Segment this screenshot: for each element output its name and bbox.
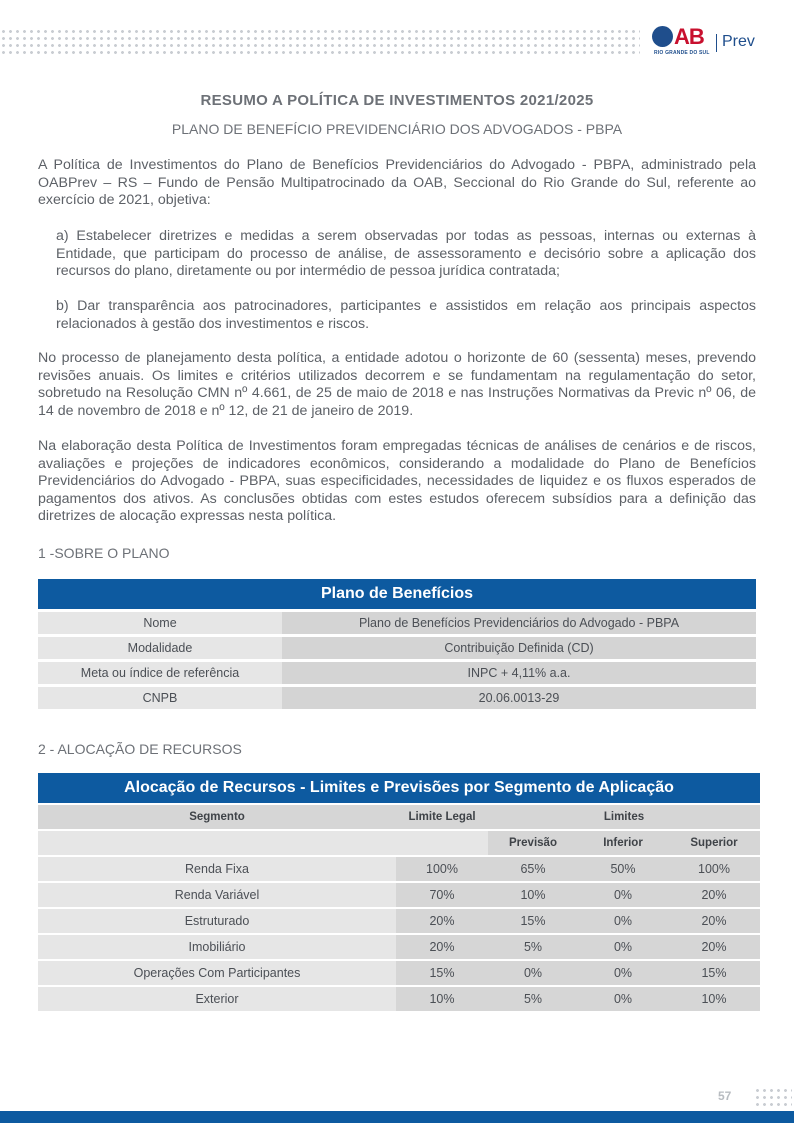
segment-name: Exterior (38, 987, 396, 1011)
logo-subtitle: RIO GRANDE DO SUL (654, 50, 710, 56)
table-row (38, 883, 760, 907)
methodology-paragraph: Na elaboração desta Política de Investimentos foram empregadas técnicas de análises de cenários e de riscos, avaliações e projeções de indicadores econômicos, considerando a modalidade do Plano de Benefícios Previdenciários do Advogado - PBPA, suas especificidades, necessidades de liquidez e os fluxos esperados de pagamentos dos ativos. As conclusões obtidas com estes estudos oferecem subsídios para a definição das diretrizes de alocação expressas nesta política. (38, 438, 756, 525)
page-title: RESUMO A POLÍTICA DE INVESTIMENTOS 2021/2025 (200, 92, 594, 109)
previsao-value: 5% (488, 935, 578, 959)
table-row (38, 662, 756, 684)
superior-value: 20% (668, 883, 760, 907)
objective-b: b) Dar transparência aos patrocinadores, participantes e assistidos em relação aos principais aspectos relacionados à gestão dos investimentos e riscos. (56, 298, 756, 332)
previsao-value: 5% (488, 987, 578, 1011)
section-heading-plan: 1 -SOBRE O PLANO (38, 545, 170, 561)
header-inferior: Inferior (578, 831, 668, 855)
table-row (38, 935, 760, 959)
previsao-value: 65% (488, 857, 578, 881)
segment-name: Operações Com Participantes (38, 961, 396, 985)
objective-a: a) Estabelecer diretrizes e medidas a serem observadas por todas as pessoas, internas ou externas à Entidade, que participam do processo de análise, de assessoramento e decisório sobre a aplicação dos recursos do plano, diretamente ou por intermédio de pessoa jurídica contratada; (56, 228, 756, 280)
superior-value: 10% (668, 987, 760, 1011)
plan-key: CNPB (38, 687, 282, 709)
plan-value: 20.06.0013-29 (282, 687, 756, 709)
oabprev-logo (652, 24, 762, 60)
segment-name: Renda Fixa (38, 857, 396, 881)
plan-value: Plano de Benefícios Previdenciários do Advogado - PBPA (282, 612, 756, 634)
plan-value: Contribuição Definida (CD) (282, 637, 756, 659)
footer-bar (0, 1111, 794, 1123)
plan-table (38, 576, 756, 712)
decorative-dots-top (0, 28, 640, 54)
segment-name: Estruturado (38, 909, 396, 933)
header-segmento: Segmento (38, 805, 396, 829)
decorative-dots-bottom (754, 1087, 792, 1107)
allocation-header-row-2 (38, 831, 760, 855)
table-row (38, 987, 760, 1011)
page-number: 57 (718, 1089, 732, 1103)
table-row (38, 961, 760, 985)
previsao-value: 10% (488, 883, 578, 907)
logo-separator (716, 34, 717, 52)
logo-suffix: Prev (722, 33, 755, 50)
plan-key: Meta ou índice de referência (38, 662, 282, 684)
plan-value: INPC + 4,11% a.a. (282, 662, 756, 684)
header-blank (396, 831, 488, 855)
limite-legal-value: 70% (396, 883, 488, 907)
intro-paragraph: A Política de Investimentos do Plano de Benefícios Previdenciários do Advogado - PBPA, administrado pela OABPrev – RS – Fundo de Pensão Multipatrocinado da OAB, Seccional do Rio Grande do Sul, referente ao exercício de 2021, objetiva: (38, 157, 756, 209)
inferior-value: 0% (578, 987, 668, 1011)
plan-table-caption: Plano de Benefícios (38, 579, 756, 609)
section-heading-allocation: 2 - ALOCAÇÃO DE RECURSOS (38, 741, 242, 757)
table-row (38, 612, 756, 634)
logo-globe-icon (652, 26, 673, 47)
inferior-value: 0% (578, 883, 668, 907)
header-superior: Superior (668, 831, 760, 855)
allocation-table (38, 771, 760, 1013)
superior-value: 20% (668, 935, 760, 959)
table-row (38, 637, 756, 659)
inferior-value: 0% (578, 961, 668, 985)
allocation-header-row-1 (38, 805, 760, 829)
limite-legal-value: 15% (396, 961, 488, 985)
table-row (38, 909, 760, 933)
plan-key: Modalidade (38, 637, 282, 659)
header-blank (38, 831, 396, 855)
limite-legal-value: 100% (396, 857, 488, 881)
header-limite-legal: Limite Legal (396, 805, 488, 829)
limite-legal-value: 20% (396, 909, 488, 933)
table-row (38, 687, 756, 709)
allocation-table-caption: Alocação de Recursos - Limites e Previsões por Segmento de Aplicação (38, 773, 760, 803)
segment-name: Imobiliário (38, 935, 396, 959)
previsao-value: 15% (488, 909, 578, 933)
plan-key: Nome (38, 612, 282, 634)
inferior-value: 0% (578, 935, 668, 959)
inferior-value: 0% (578, 909, 668, 933)
limite-legal-value: 10% (396, 987, 488, 1011)
segment-name: Renda Variável (38, 883, 396, 907)
table-row (38, 857, 760, 881)
header-limites: Limites (488, 805, 760, 829)
limite-legal-value: 20% (396, 935, 488, 959)
planning-paragraph: No processo de planejamento desta política, a entidade adotou o horizonte de 60 (sessenta) meses, prevendo revisões anuais. Os limites e critérios utilizados decorrem e se fundamentam na regulamentação do setor, sobretudo na Resolução CMN nº 4.661, de 25 de maio de 2018 e nas Instruções Normativas da Previc nº 06, de 14 de novembro de 2018 e nº 12, de 21 de janeiro de 2019. (38, 350, 756, 419)
header-previsao: Previsão (488, 831, 578, 855)
superior-value: 20% (668, 909, 760, 933)
superior-value: 100% (668, 857, 760, 881)
previsao-value: 0% (488, 961, 578, 985)
inferior-value: 50% (578, 857, 668, 881)
page-subtitle: PLANO DE BENEFÍCIO PREVIDENCIÁRIO DOS ADVOGADOS - PBPA (171, 121, 623, 137)
oab-logo-mark: AB (652, 24, 704, 50)
superior-value: 15% (668, 961, 760, 985)
